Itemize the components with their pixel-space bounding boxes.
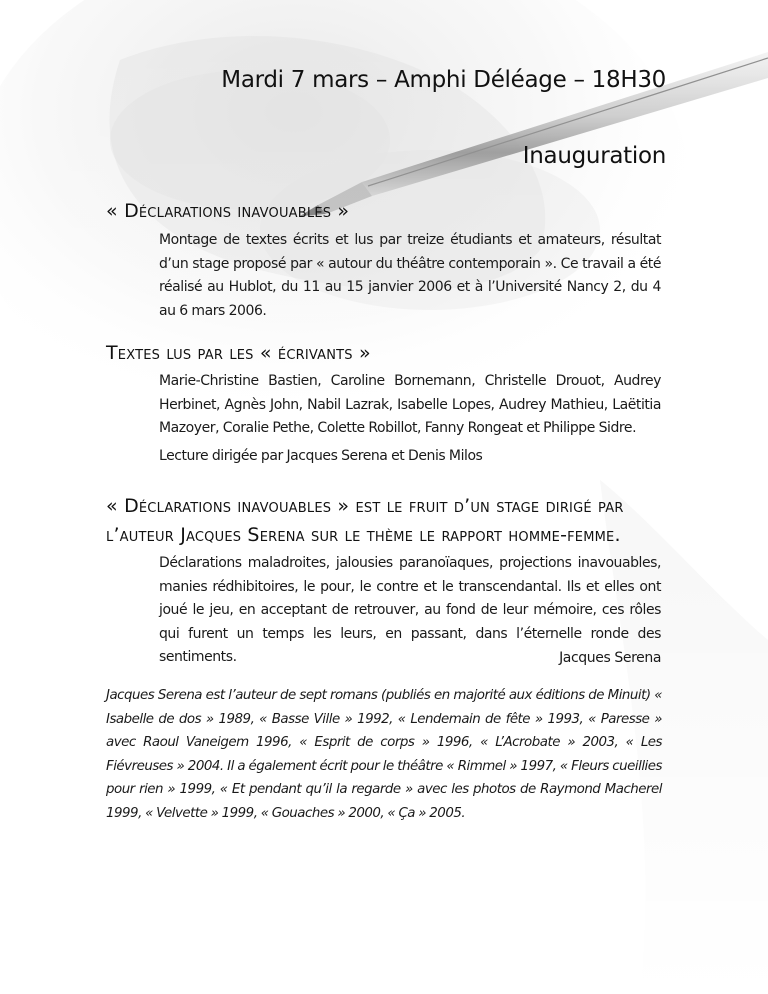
paragraph-readers-list: Marie-Christine Bastien, Caroline Bornemann, Christelle Drouot, Audrey Herbinet, Agnès John, Nabil Lazrak, Isabelle Lopes, Audrey Mathieu, Laëtitia Mazoyer, Coralie Pethe, Colette Robillot, Fanny Rongeat et Philippe Sidre. [159,373,661,436]
section-heading-declarations [106,200,349,222]
author-bio: Jacques Serena est l’auteur de sept romans (publiés en majorité aux éditions de Minuit) « Isabelle de dos » 1989, « Basse Ville » 1992, « Lendemain de fête » 1993, « Paresse » avec Raoul Vaneigem 1996, « Esprit de corps » 1996, « L’Acrobate » 2003, « Les Fiévreuses » 2004. Il a également écrit pour le théâtre « Rimmel » 1997, « Fleurs cueillies pour rien » 1999, « Et pendant qu’il la regarde » avec les photos de Raymond Macherel 1999, « Velvette » 1999, « Gouaches » 2000, « Ça » 2005. [106,688,662,821]
paragraph-reading-direction: Lecture dirigée par Jacques Serena et Denis Milos [159,448,483,464]
signature: Jacques Serena [559,650,661,666]
section-heading-stage-line2 [106,524,621,546]
paragraph-montage: Montage de textes écrits et lus par treize étudiants et amateurs, résultat d’un stage proposé par « autour du théâtre contemporain ». Ce travail a été réalisé au Hublot, du 11 au 15 janvier 2006 et à l’Université Nancy 2, du 4 au 6 mars 2006. [159,232,661,319]
event-date-location: Mardi 7 mars – Amphi Déléage – 18H30 [221,67,666,93]
section-heading-stage-line1 [106,495,624,517]
heading-text: l’auteur Jacques Serena sur le thème le rapport homme-femme. [106,524,621,546]
heading-text: « Déclarations inavouables » [106,200,350,222]
heading-text: Textes lus par les « écrivants » [106,342,371,364]
paragraph-declarations-description: Déclarations maladroites, jalousies paranoïaques, projections inavouables, manies rédhibitoires, le pour, le contre et le transcendantal. Ils et elles ont joué le jeu, en acceptant de retrouver, au fond de leur mémoire, ces rôles qui furent un temps les leurs, en passant, dans l’éternelle ronde des sentiments. [159,555,661,665]
section-title: Inauguration [522,143,666,169]
section-heading-textes-lus [106,342,371,364]
heading-text: « Déclarations inavouables » est le fruit d’un stage dirigé par [106,495,624,517]
